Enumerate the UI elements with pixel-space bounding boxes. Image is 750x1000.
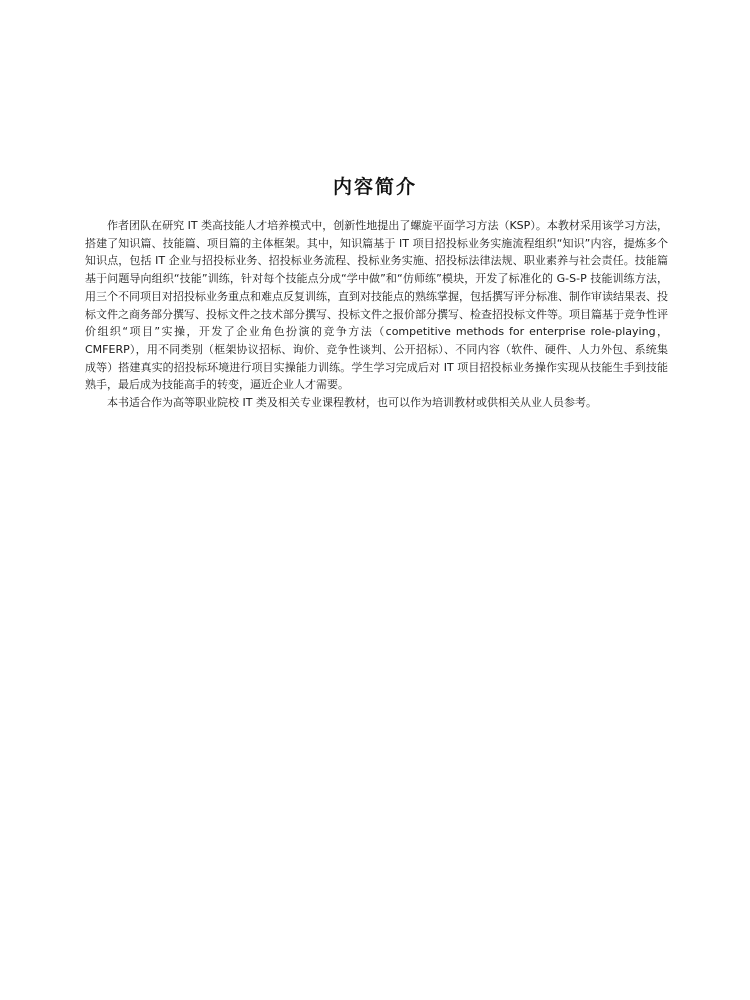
page-title: 内容简介 bbox=[332, 176, 417, 198]
intro-paragraph-2: 本书适合作为高等职业院校 IT 类及相关专业课程教材，也可以作为培训教材或供相关从业人员参考。 bbox=[107, 396, 597, 410]
intro-paragraph-1: 作者团队在研究 IT 类高技能人才培养模式中，创新性地提出了螺旋平面学习方法（KSP）。本教材采用该学习方法，搭建了知识篇、技能篇、项目篇的主体框架。其中，知识篇基于 IT 项目招投标业务实施流程组织“知识”内容，提炼多个知识点，包括 IT 企业与招投标业务、招投标业务流程、投标业务实施、招投标法律法规、职业素养与社会责任。技能篇基于问题导向组织“技能”训练，针对每个技能点分成“学中做”和“仿师练”模块，开发了标准化的 G-S-P 技能训练方法，用三个不同项目对招投标业务重点和难点反复训练，直到对技能点的熟练掌握，包括撰写评分标准、制作审读结果表、投标文件之商务部分撰写、投标文件之技术部分撰写、投标文件之报价部分撰写、检查招投标文件等。项目篇基于竞争性评价组织“项目”实操，开发了企业角色扮演的竞争方法（competitive methods for enterprise role-playing，CMFERP），用不同类别（框架协议招标、询价、竞争性谈判、公开招标）、不同内容（软件、硬件、人力外包、系统集成等）搭建真实的招投标环境进行项目实操能力训练。学生学习完成后对 IT 项目招投标业务操作实现从技能生手到技能熟手，最后成为技能高手的转变，逼近企业人才需要。 bbox=[85, 219, 668, 392]
intro-body bbox=[85, 217, 668, 412]
